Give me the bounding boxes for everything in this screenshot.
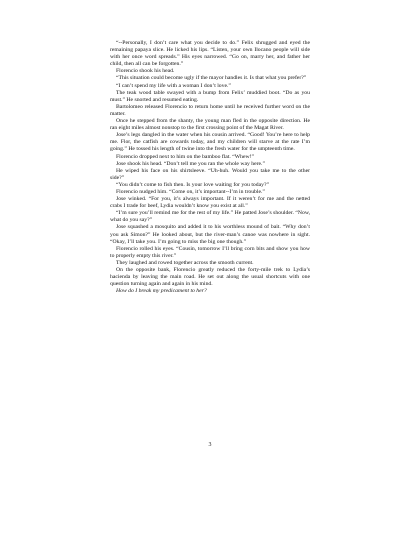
paragraph: Florencio shook his head. — [116, 68, 175, 75]
paragraph: Bartolomeo released Florencio to return home until he received further word on the matter. — [110, 103, 310, 117]
paragraph: Jose shook his head. “Don’t tell me you ran the whole way here.” — [116, 160, 265, 167]
body-text — [110, 40, 310, 295]
paragraph: “I’m sure you’ll remind me for the rest of my life.” He patted Jose’s shoulder. “Now, what do you say?” — [110, 210, 310, 224]
paragraph: “I can’t spend my life with a woman I don’t love.” — [116, 82, 231, 89]
paragraph: “You didn’t come to fish then. Is your love waiting for you today?” — [116, 181, 270, 188]
paragraph: They laughed and rowed together across the smooth current. — [116, 259, 254, 266]
page-number: 3 — [208, 442, 212, 448]
paragraph: Jose’s legs dangled in the water when his cousin arrived. “Good! You’re here to help me. Flor, the catfish are cowards today, and my children will starve at the rate I’m going.” He tossed his length of twine into the fresh water for the umpteenth time. — [110, 132, 310, 153]
paragraph: Florencio rolled his eyes. “Cousin, tomorrow I’ll bring corn bits and show you how to properly empty this river.” — [110, 245, 310, 259]
paragraph: “This situation could become ugly if the mayor handles it. Is that what you prefer?” — [116, 75, 307, 82]
paragraph: “--Personally, I don’t care what you decide to do.” Felix shrugged and eyed the remaining papaya slice. He licked his lips. “Listen, your own Ilocano people will side with her once word spreads.” His eyes narrowed. “Go on, marry her, and father her child, then all can be forgotten.” — [110, 40, 310, 68]
paragraph: Once he stepped from the shanty, the young man fled in the opposite direction. He ran eight miles almost nonstop to the first crossing point of the Magat River. — [110, 118, 310, 132]
paragraph: On the opposite bank, Florencio greatly reduced the forty-mile trek to Lydia’s hacienda by leaving the main road. He set out along the usual shortcuts with one question turning again and again in his mind. — [110, 267, 310, 288]
paragraph: Florencio dropped next to him on the bamboo flat. “Whew!” — [116, 153, 255, 160]
paragraph: The teak wood table swayed with a bump from Felix’ muddied boot. “Do as you must.” He snorted and resumed eating. — [110, 89, 310, 103]
paragraph-italic: How do I break my predicament to her? — [116, 288, 207, 295]
paragraph: Jose winked. “For you, it’s always important. If it weren’t for me and the netted crabs I trade for beef, Lydia wouldn’t know you exist at all.” — [110, 196, 310, 210]
paragraph: Jose squashed a mosquito and added it to his worthless mound of bait. “Why don’t you ask Simon?” He looked about, but the river-man’s canoe was nowhere in sight. “Okay, I’ll take you. I’m going to miss the big one though.” — [110, 224, 310, 245]
paragraph: He wiped his face on his shirtsleeve. “Uh-huh. Would you take me to the other side?” — [110, 167, 310, 181]
paragraph: Florencio nudged him. “Come on, it’s important--I’m in trouble.” — [116, 188, 265, 195]
